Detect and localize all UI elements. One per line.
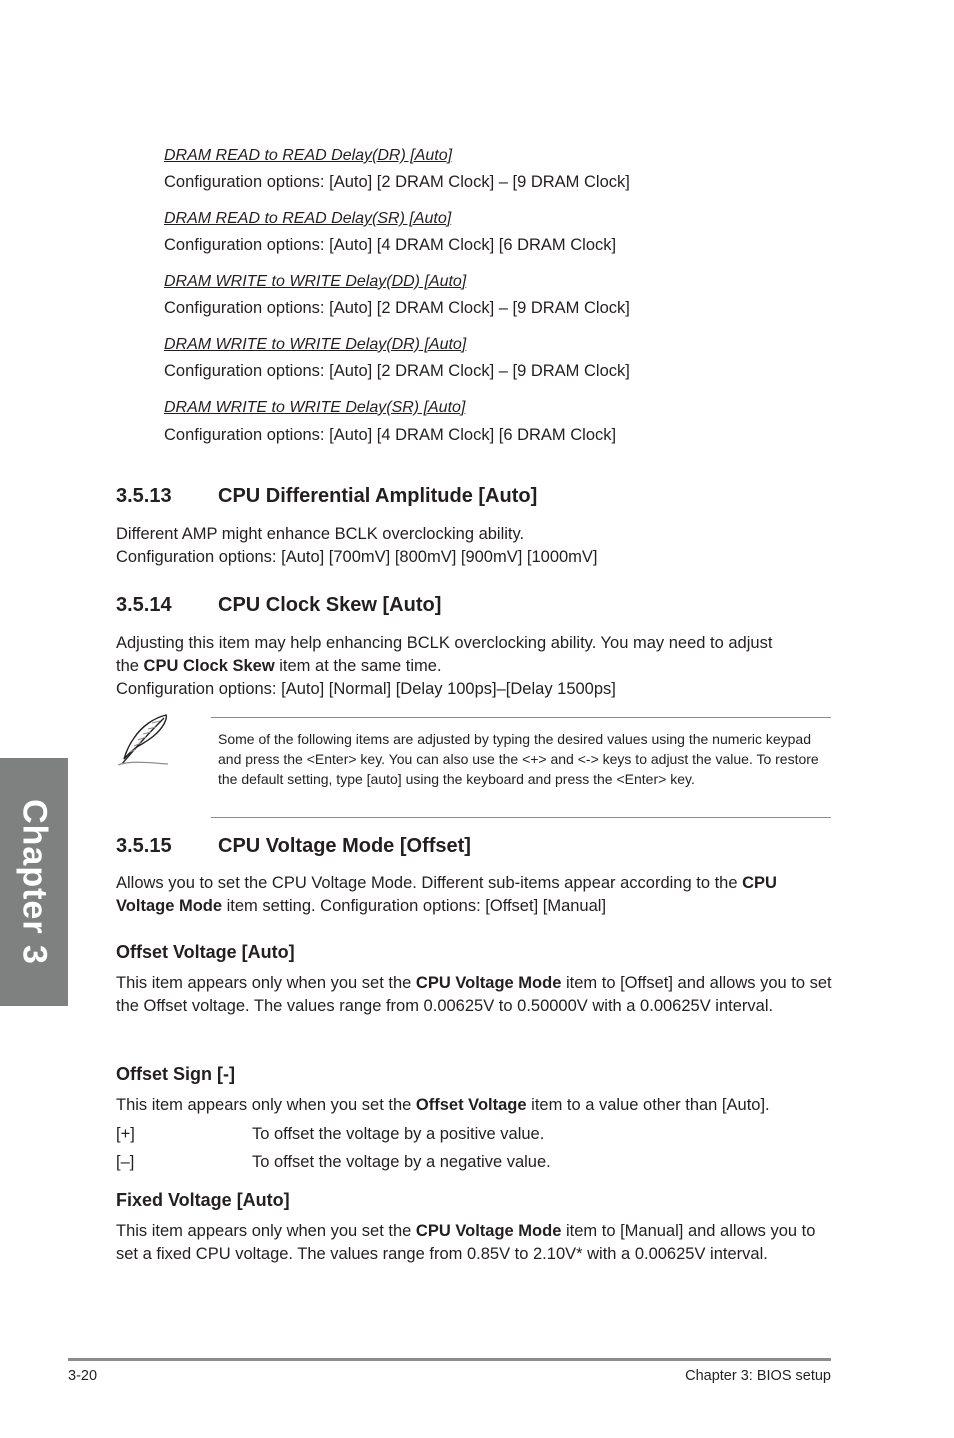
offset-sign-body [116,1094,836,1117]
section-heading-3-5-15 [116,835,471,858]
dram-rr-dr-title: DRAM READ to READ Delay(DR) [Auto] [164,147,453,164]
bold-term: CPU Voltage Mode [415,1222,562,1240]
offset-voltage-body [116,972,836,1018]
fixed-voltage-body [116,1220,836,1266]
text-run: Allows you to set the CPU Voltage Mode. Different sub-items appear according to the [116,874,743,892]
option-description: To offset the voltage by a negative value. [252,1153,551,1171]
section-heading-3-5-13 [116,485,537,508]
fixed-voltage-heading: Fixed Voltage [Auto] [116,1190,290,1210]
footer-chapter-title: Chapter 3: BIOS setup [685,1368,831,1384]
dram-rr-sr-options: Configuration options: [Auto] [4 DRAM Clock] [6 DRAM Clock] [164,236,617,254]
section-number: 3.5.14 [116,594,172,616]
section-3-5-15-body [116,872,836,918]
dram-ww-dr-title: DRAM WRITE to WRITE Delay(DR) [Auto] [164,336,467,353]
section-number: 3.5.15 [116,835,172,857]
dram-ww-dd-options: Configuration options: [Auto] [2 DRAM Clock] – [9 DRAM Clock] [164,299,630,317]
section-title: CPU Clock Skew [Auto] [218,594,442,616]
chapter-side-tab [0,758,68,1006]
dram-ww-sr-title: DRAM WRITE to WRITE Delay(SR) [Auto] [164,399,466,416]
text-run: the [116,657,144,675]
text-run: This item appears only when you set the [116,1222,416,1240]
footer-rule [68,1358,831,1361]
offset-voltage-heading: Offset Voltage [Auto] [116,942,295,962]
dram-ww-sr-options: Configuration options: [Auto] [4 DRAM Clock] [6 DRAM Clock] [164,426,617,444]
bold-term: CPU Voltage Mode [415,974,562,992]
dram-rr-sr-title: DRAM READ to READ Delay(SR) [Auto] [164,210,452,227]
page-number: 3-20 [68,1368,98,1384]
text-run: item to [Manual] and allows you to set a fixed CPU voltage. The values range from 0.85V to 2.10V* with a 0.00625V interval. [116,1222,816,1263]
paragraph-line: Configuration options: [Auto] [700mV] [800mV] [900mV] [1000mV] [116,548,598,566]
section-title: CPU Voltage Mode [Offset] [218,835,471,857]
chapter-tab-label: Chapter 3 [15,799,54,965]
bold-term: CPU Voltage Mode [116,874,777,915]
bold-term: CPU Clock Skew [143,657,275,675]
feather-pen-icon [114,712,172,768]
dram-rr-dr-options: Configuration options: [Auto] [2 DRAM Clock] – [9 DRAM Clock] [164,173,630,191]
section-3-5-13-body [116,523,836,569]
text-run: item at the same time. [274,657,442,675]
paragraph-line: Adjusting this item may help enhancing BCLK overclocking ability. You may need to adjust [116,634,773,652]
text-run: This item appears only when you set the [116,974,416,992]
note-text: Some of the following items are adjusted by typing the desired values using the numeric keypad and press the <Enter> key. You can also use the <+> and <-> keys to adjust the value. To restore the default setting, type [auto] using the keyboard and press the <Enter> key. [218,731,819,787]
bold-term: Offset Voltage [415,1096,527,1114]
option-key: [+] [116,1125,135,1143]
paragraph-line: Configuration options: [Auto] [Normal] [Delay 100ps]–[Delay 1500ps] [116,680,616,698]
option-description: To offset the voltage by a positive value. [252,1125,545,1143]
text-run: item to [Offset] and allows you to set the Offset voltage. The values range from 0.00625V to 0.50000V with a 0.00625V interval. [116,974,832,1015]
paragraph-line [116,655,836,678]
note-bottom-rule [211,817,831,818]
paragraph-line: Different AMP might enhance BCLK overclocking ability. [116,525,525,543]
offset-sign-heading: Offset Sign [-] [116,1064,235,1084]
text-run: item to a value other than [Auto]. [526,1096,770,1114]
text-run: item setting. Configuration options: [Offset] [Manual] [222,897,607,915]
section-3-5-14-body [116,632,836,701]
note-top-rule [211,717,831,718]
dram-ww-dr-options: Configuration options: [Auto] [2 DRAM Clock] – [9 DRAM Clock] [164,362,630,380]
section-title: CPU Differential Amplitude [Auto] [218,485,538,507]
section-number: 3.5.13 [116,485,172,507]
dram-ww-dd-title: DRAM WRITE to WRITE Delay(DD) [Auto] [164,273,467,290]
text-run: This item appears only when you set the [116,1096,416,1114]
section-heading-3-5-14 [116,594,441,617]
option-key: [–] [116,1153,135,1171]
